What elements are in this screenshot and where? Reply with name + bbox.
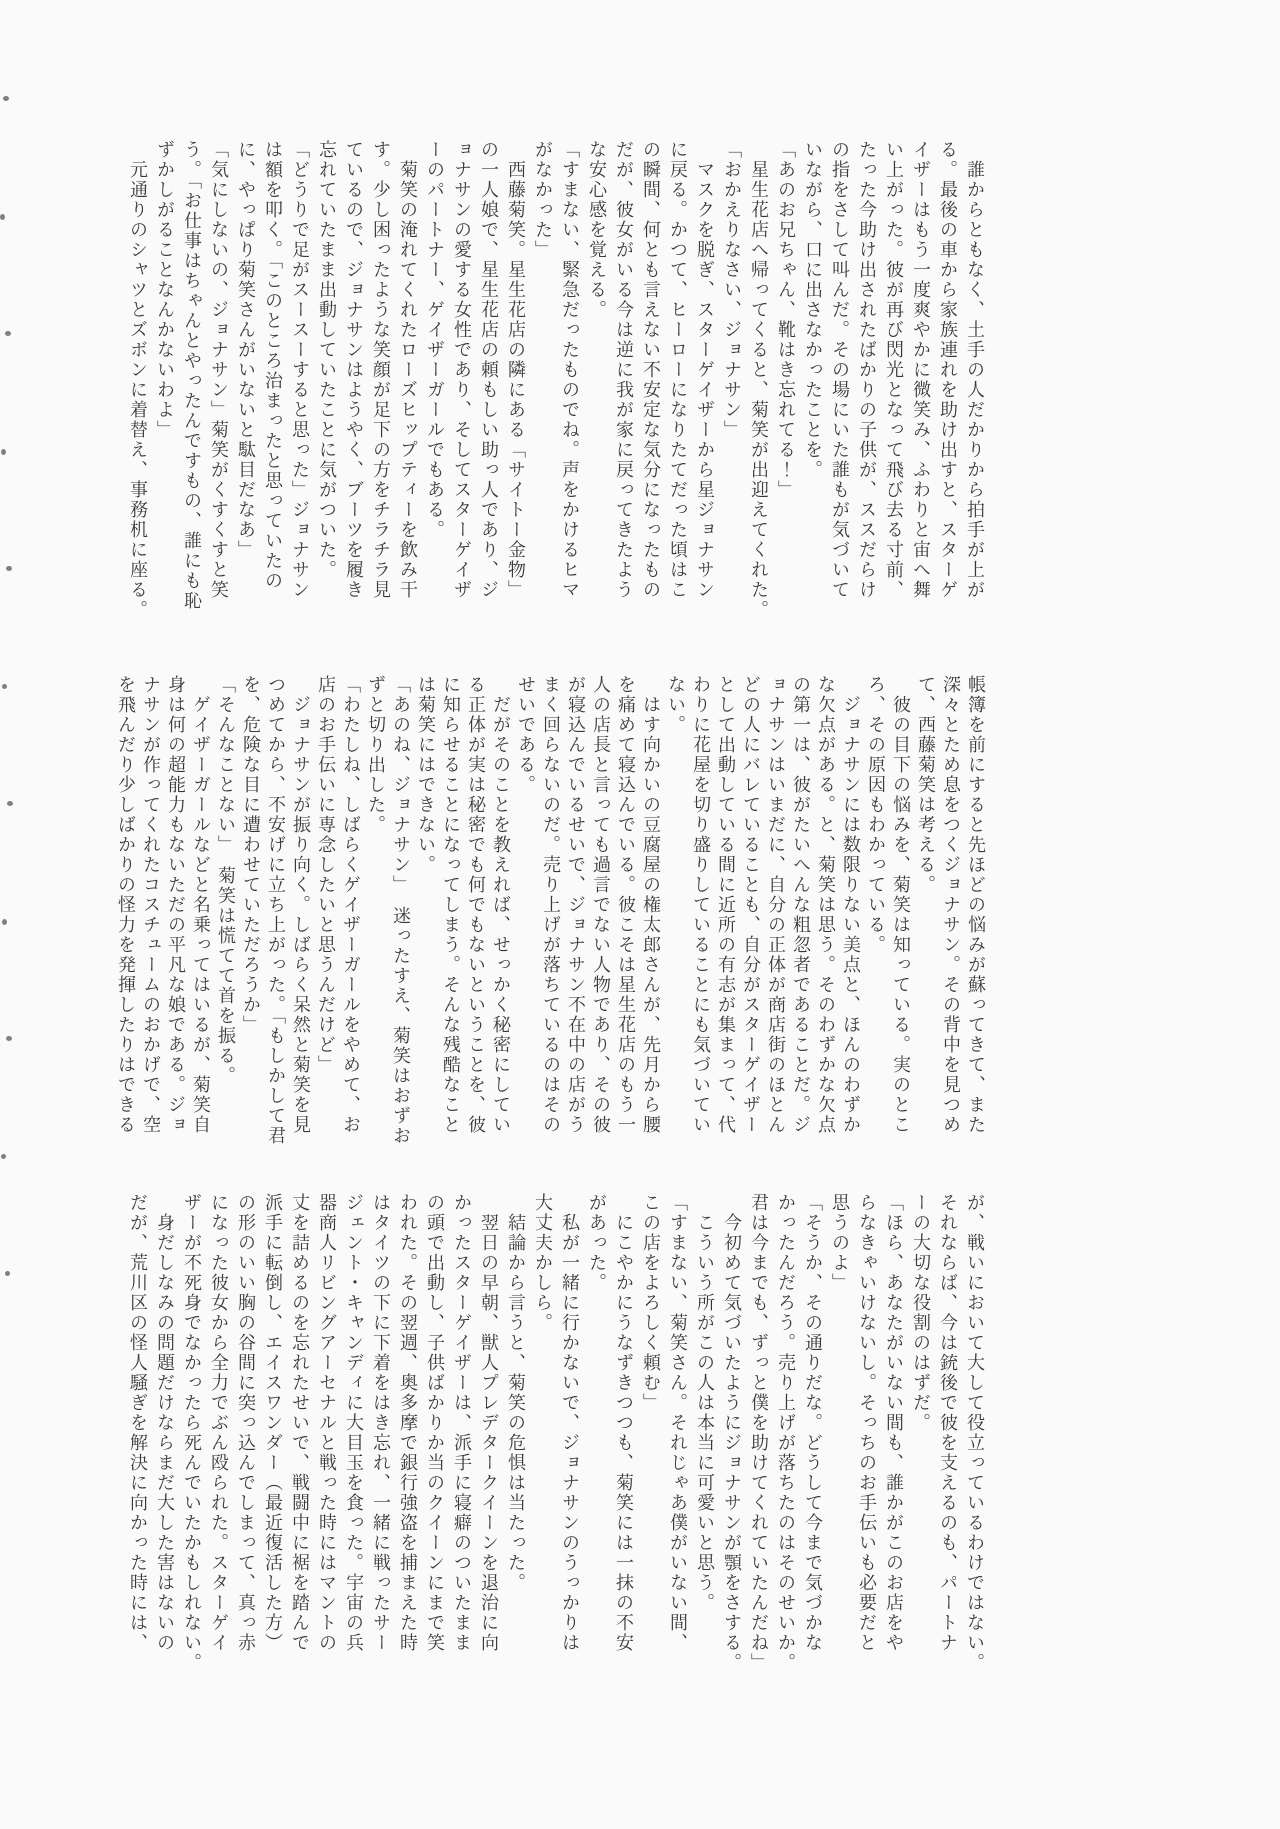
- text-column: こういう所がこの人は本当に可愛いと思う。: [694, 1193, 715, 1613]
- text-column: 忘れていたまま出動していたことに気がついた。: [316, 140, 337, 580]
- text-column: として出動している間に近所の有志が集まって、代: [715, 675, 736, 1135]
- text-column: 丈を詰めるのを忘れたせいで、戦闘中に裾を踏んで: [289, 1193, 310, 1653]
- scan-speck: [5, 331, 11, 336]
- text-block-top: [124, 140, 988, 660]
- text-column: それならば、今は銃後で彼を支えるのも、パートナ: [937, 1193, 958, 1653]
- scan-speck: [6, 1036, 12, 1041]
- text-column: はタイツの下に下着をはき忘れ、一緒に戦ったサー: [370, 1193, 391, 1653]
- text-column: を飛んだり少しばかりの怪力を発揮したりはできる: [115, 675, 136, 1135]
- text-column: 私が一緒に行かないで、ジョナサンのうっかりは: [559, 1193, 580, 1653]
- text-column: に戻る。かつて、ヒーローになりたてだった頃はこ: [667, 140, 688, 600]
- scan-speck: [2, 684, 7, 689]
- text-column: に、やっぱり菊笑さんがいないと駄目だなあ」: [235, 140, 256, 560]
- text-column: はす向かいの豆腐屋の権太郎さんが、先月から腰: [640, 675, 661, 1135]
- text-column: 派手に転倒し、エイスワンダー（最近復活した方）: [262, 1193, 283, 1653]
- text-column: ずかしがることなんかないわよ」: [154, 140, 175, 440]
- text-column: 思うのよ」: [829, 1193, 850, 1293]
- text-column: は菊笑にはできない。: [415, 675, 436, 875]
- text-column: らなきゃいけないし。そっちのお手伝いも必要だと: [856, 1193, 877, 1653]
- text-column: 「ほら、あなたがいない間も、誰かがこのお店をや: [883, 1193, 904, 1653]
- text-column: 元通りのシャツとズボンに着替え、事務机に座る。: [127, 140, 148, 620]
- text-column: な安心感を覚える。: [586, 140, 607, 320]
- scan-speck: [1, 1154, 6, 1159]
- text-column: 「すまない、緊急だったものでね。声をかけるヒマ: [559, 140, 580, 600]
- text-column: 「わたしね、しばらくゲイザーガールをやめて、お: [340, 675, 361, 1135]
- text-column: 「おかえりなさい、ジョナサン」: [721, 140, 742, 440]
- text-column: 「あのね、ジョナサン」 迷ったすえ、菊笑はおずお: [390, 675, 411, 1146]
- text-column: 「そんなことない」 菊笑は慌てて首を振る。: [215, 675, 236, 1086]
- scan-speck: [3, 96, 9, 101]
- text-column: 西藤菊笑。星生花店の隣にある「サイトー金物」: [505, 140, 526, 600]
- text-column: 身は何の超能力もないただの平凡な娘である。ジョ: [165, 675, 186, 1135]
- text-column: の瞬間、何とも言えない不安定な気分になったもの: [640, 140, 661, 600]
- text-column: ナサンが作ってくれたコスチュームのおかげで、空: [140, 675, 161, 1135]
- text-column: ーの大切な役割のはずだ。: [910, 1193, 931, 1433]
- text-column: ョナサンはいまだに、自分の正体が商店街のほとん: [765, 675, 786, 1135]
- text-column: ジョナサンが振り向く。しばらく呆然と菊笑を見: [290, 675, 311, 1135]
- text-column: を痛めて寝込んでいる。彼こそは星生花店のもう一: [615, 675, 636, 1135]
- text-column: ろ、その原因もわかっている。: [865, 675, 886, 955]
- text-column: になった彼女から全力でぶん殴られた。スターゲイ: [208, 1193, 229, 1653]
- text-column: る。最後の車から家族連れを助け出すと、スターゲ: [937, 140, 958, 600]
- text-column: だが、荒川区の怪人騒ぎを解決に向かった時には、: [127, 1193, 148, 1653]
- text-block-middle: [113, 675, 988, 1175]
- text-column: ーのパートナー、ゲイザーガールでもある。: [424, 140, 445, 540]
- text-column: 「すまない、菊笑さん。それじゃあ僕がいない間、: [667, 1193, 688, 1653]
- text-column: 翌日の早朝、獣人プレデタークイーンを退治に向: [478, 1193, 499, 1653]
- text-column: がなかった」: [532, 140, 553, 260]
- text-column: 菊笑の淹れてくれたローズヒップティーを飲み干: [397, 140, 418, 600]
- text-column: つめてから、不安げに立ち上がった。「もしかして君: [265, 675, 286, 1146]
- text-column: にこやかにうなずきつつも、菊笑には一抹の不安: [613, 1193, 634, 1653]
- text-column: イザーはもう一度爽やかに微笑み、ふわりと宙へ舞: [910, 140, 931, 600]
- text-column: いながら、口に出さなかったことを。: [802, 140, 823, 480]
- text-column: を、危険な目に遭わせていただろうか」: [240, 675, 261, 1035]
- text-column: が寝込んでいるせいで、ジョナサン不在中の店がう: [565, 675, 586, 1135]
- text-column: て、西藤菊笑は考える。: [915, 675, 936, 895]
- text-column: ているので、ジョナサンはようやく、ブーツを履き: [343, 140, 364, 600]
- text-column: ない。: [665, 675, 686, 735]
- scan-speck: [1, 449, 6, 455]
- text-column: 身だしなみの問題だけならまだ大した害はないの: [154, 1193, 175, 1653]
- text-column: ジョナサンには数限りない美点と、ほんのわずか: [840, 675, 861, 1135]
- text-column: の第一は、彼がたいへんな粗忽者であることだ。ジ: [790, 675, 811, 1135]
- text-column: われた。その翌週、奥多摩で銀行強盗を捕まえた時: [397, 1193, 418, 1653]
- text-column: せいである。: [515, 675, 536, 795]
- text-column: わりに花屋を切り盛りしていることにも気づいてい: [690, 675, 711, 1135]
- text-column: 大丈夫かしら。: [532, 1193, 553, 1333]
- text-column: が、戦いにおいて大して役立っているわけではない。: [964, 1193, 985, 1673]
- text-column: に知らせることになってしまう。そんな残酷なこと: [440, 675, 461, 1135]
- text-column: だがそのことを教えれば、せっかく秘密にしてい: [490, 675, 511, 1135]
- text-column: の指をさして叫んだ。その場にいた誰もが気づいて: [829, 140, 850, 600]
- text-column: どの人にバレていることも、自分がスターゲイザー: [740, 675, 761, 1135]
- text-column: の形のいい胸の谷間に突っ込んでしまって、真っ赤: [235, 1193, 256, 1653]
- text-column: だが、彼女がいる今は逆に我が家に戻ってきたよう: [613, 140, 634, 600]
- text-column: い上がった。彼が再び閃光となって飛び去る寸前、: [883, 140, 904, 600]
- text-column: ゲイザーガールなどと名乗ってはいるが、菊笑自: [190, 675, 211, 1135]
- text-column: る正体が実は秘密でも何でもないということを、彼: [465, 675, 486, 1135]
- text-column: 「どうりで足がスースーすると思った」ジョナサン: [289, 140, 310, 600]
- text-column: 君は今までも、ずっと僕を助けてくれていたんだね」: [748, 1193, 769, 1673]
- text-column: 「気にしないの、ジョナサン」菊笑がくすくすと笑: [208, 140, 229, 600]
- text-column: 誰からともなく、土手の人だかりから拍手が上が: [964, 140, 985, 600]
- text-column: 深々とため息をつくジョナサン。その背中を見つめ: [940, 675, 961, 1135]
- text-column: は額を叩く。「このところ治まったと思っていたの: [262, 140, 283, 591]
- text-column: ザーが不死身でなかったら死んでいたかもしれない。: [181, 1193, 202, 1673]
- text-column: かったスターゲイザーは、派手に寝癖のついたまま: [451, 1193, 472, 1653]
- text-column: ずと切り出した。: [365, 675, 386, 835]
- text-column: 結論から言うと、菊笑の危惧は当たった。: [505, 1193, 526, 1593]
- text-column: 「そうか、その通りだな。どうして今まで気づかな: [802, 1193, 823, 1653]
- text-column: う。「お仕事はちゃんとやったんですもの、誰にも恥: [181, 140, 202, 611]
- text-column: 「あのお兄ちゃん、靴はき忘れてる！」: [775, 140, 796, 500]
- text-column: す。少し困ったような笑顔が足下の方をチラチラ見: [370, 140, 391, 600]
- text-column: まく回らないのだ。売り上げが落ちているのはその: [540, 675, 561, 1135]
- text-column: マスクを脱ぎ、スターゲイザーから星ジョナサン: [694, 140, 715, 600]
- text-column: 器商人リビングアーセナルと戦った時にはマントの: [316, 1193, 337, 1653]
- text-column: ョナサンの愛する女性であり、そしてスターゲイザ: [451, 140, 472, 600]
- text-column: この店をよろしく頼む」: [640, 1193, 661, 1413]
- text-column: の一人娘で、星生花店の頼もしい助っ人であり、ジ: [478, 140, 499, 600]
- text-column: かったんだろう。売り上げが落ちたのはそのせいか。: [775, 1193, 796, 1673]
- scan-speck: [6, 566, 12, 571]
- text-column: の頭で出動し、子供ばかりか当のクイーンにまで笑: [424, 1193, 445, 1653]
- text-column: があった。: [586, 1193, 607, 1293]
- text-column: 人の店長と言っても過言でない人物であり、その彼: [590, 675, 611, 1135]
- text-block-bottom: [124, 1193, 988, 1693]
- text-column: ジェント・キャンディに大目玉を食った。宇宙の兵: [343, 1193, 364, 1653]
- scan-speck: [0, 214, 5, 220]
- text-column: 店のお手伝いに専念したいと思うんだけど」: [315, 675, 336, 1075]
- text-column: 彼の目下の悩みを、菊笑は知っている。実のとこ: [890, 675, 911, 1135]
- text-column: な欠点がある。と、菊笑は思う。そのわずかな欠点: [815, 675, 836, 1135]
- scan-speck: [7, 801, 13, 806]
- text-column: 帳簿を前にすると先ほどの悩みが蘇ってきて、また: [965, 675, 986, 1135]
- text-column: 今初めて気づいたようにジョナサンが顎をさする。: [721, 1193, 742, 1673]
- scan-speck: [2, 919, 7, 925]
- text-column: 星生花店へ帰ってくると、菊笑が出迎えてくれた。: [748, 140, 769, 620]
- text-column: たった今助け出されたばかりの子供が、ススだらけ: [856, 140, 877, 600]
- scan-speck: [5, 1271, 10, 1276]
